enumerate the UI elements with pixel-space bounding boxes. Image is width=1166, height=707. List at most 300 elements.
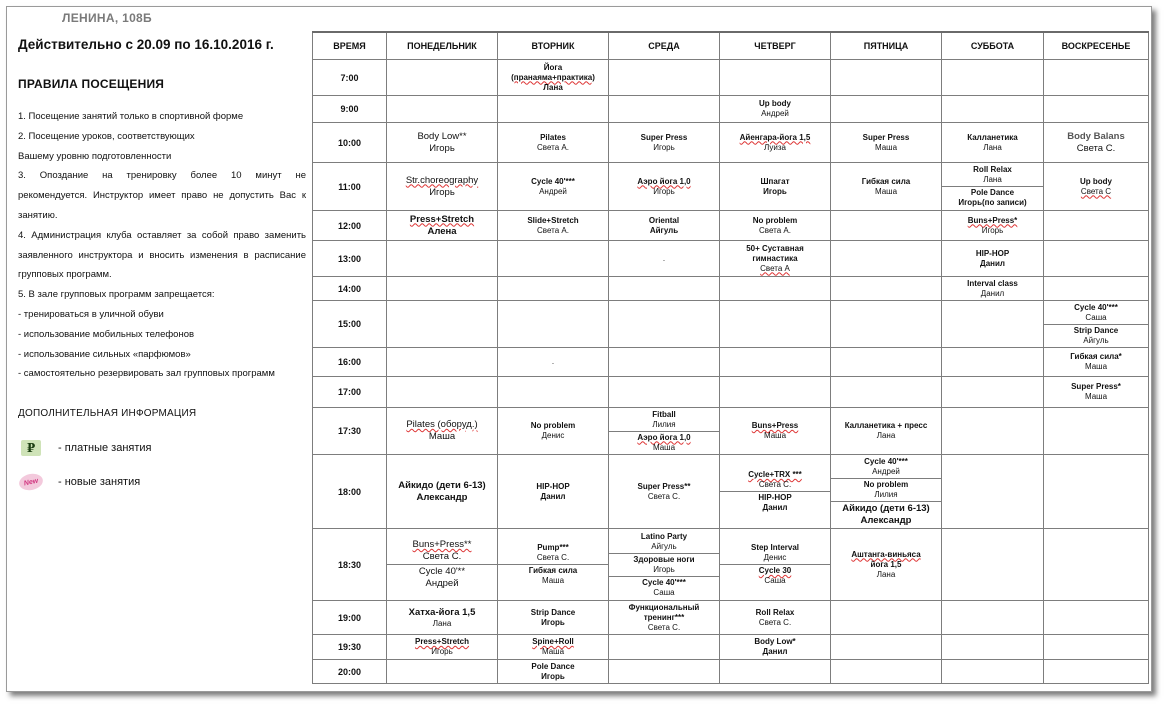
column-header: ВТОРНИК [498, 32, 609, 60]
class-entry [1044, 302, 1148, 324]
table-row [313, 660, 1149, 684]
class-entry [722, 216, 828, 236]
class-cell [609, 660, 720, 684]
class-entry [1046, 131, 1146, 155]
table-row [313, 211, 1149, 241]
class-text: Маша [874, 186, 898, 196]
class-cell [387, 529, 498, 601]
class-entry [722, 608, 828, 628]
rule-line: 4. Администрация клуба оставляет за собой право заменить [18, 229, 306, 241]
class-cell [942, 277, 1044, 301]
class-text: Лана [876, 431, 896, 440]
class-text: Хатха-йога 1,5 [408, 606, 476, 618]
schedule-header-row [313, 32, 1149, 60]
class-cell [942, 301, 1044, 348]
class-entry [942, 164, 1043, 186]
class-cell [942, 377, 1044, 408]
class-entry [609, 553, 719, 576]
class-text: . [551, 357, 555, 366]
table-row [313, 635, 1149, 660]
class-entry [611, 177, 717, 197]
class-cell [1044, 123, 1149, 163]
class-cell [387, 241, 498, 277]
column-header: ЧЕТВЕРГ [720, 32, 831, 60]
class-text: Body Balans [1067, 130, 1125, 142]
class-text: Аштанга-виньяса [851, 549, 921, 559]
rules-list [18, 107, 306, 384]
class-cell [831, 377, 942, 408]
rule-line: Вашему уровню подготовленности [18, 150, 172, 162]
class-text: Калланетика + пресс [844, 421, 928, 430]
class-cell [1044, 96, 1149, 123]
class-text: Света А [760, 263, 790, 273]
class-text: Strip Dance [1073, 325, 1119, 335]
class-text: Press+Stretch [409, 213, 475, 225]
class-text: Super Press** [637, 481, 691, 491]
class-cell [609, 377, 720, 408]
club-address-header: ЛЕНИНА, 108Б [62, 11, 152, 25]
class-text: Super Press [862, 132, 910, 142]
class-cell [720, 529, 831, 601]
table-row [313, 455, 1149, 529]
class-entry [500, 357, 606, 367]
class-cell [831, 96, 942, 123]
class-text: Света С. [758, 617, 792, 627]
column-header: СУББОТА [942, 32, 1044, 60]
class-entry [500, 133, 606, 153]
time-cell: 11:00 [313, 163, 387, 211]
column-header: ПОНЕДЕЛЬНИК [387, 32, 498, 60]
class-cell [831, 277, 942, 301]
class-text: (пранаяма+практика) [511, 72, 595, 82]
class-text: Лана [876, 569, 896, 579]
table-row [313, 301, 1149, 348]
class-cell [831, 211, 942, 241]
class-cell [942, 529, 1044, 601]
class-cell [720, 348, 831, 377]
class-entry [944, 249, 1041, 269]
class-text: Света А. [537, 142, 569, 152]
class-cell [387, 635, 498, 660]
class-text: Маша [652, 442, 676, 452]
class-cell [942, 60, 1044, 96]
class-cell [609, 60, 720, 96]
class-text: Андрей [425, 578, 459, 589]
class-text: Str.choreography [405, 174, 479, 186]
class-text: Spine+Roll [532, 637, 574, 646]
rule-line: занятию. [18, 209, 58, 221]
class-cell [387, 163, 498, 211]
class-entry [833, 177, 939, 197]
class-text: Pilates [540, 132, 566, 142]
validity-period: Действительно с 20.09 по 16.10.2016 г. [18, 37, 274, 52]
class-text: Света С. [422, 551, 462, 562]
table-row [313, 163, 1149, 211]
ruble-badge-icon: ₽ [18, 439, 44, 457]
class-entry [389, 607, 495, 629]
class-text: Айенгара-йога 1,5 [739, 132, 811, 142]
class-cell [720, 241, 831, 277]
column-header: ПЯТНИЦА [831, 32, 942, 60]
class-cell [831, 301, 942, 348]
class-text: Аэро йога 1,0 [637, 176, 691, 186]
time-cell: 16:00 [313, 348, 387, 377]
class-text: Pole Dance [970, 188, 1015, 197]
class-cell [609, 241, 720, 277]
class-entry [944, 279, 1041, 299]
class-text: гимнастика [752, 253, 798, 263]
class-text: Pilates (оборуд.) [406, 419, 478, 430]
class-text: Roll Relax [973, 165, 1012, 174]
class-entry [833, 550, 939, 580]
class-cell [609, 529, 720, 601]
class-text: Маша [1084, 362, 1108, 371]
class-text: Body Low** [417, 130, 467, 142]
class-cell [498, 348, 609, 377]
class-text: Саша [653, 587, 675, 597]
class-text: Игорь(по записи) [958, 198, 1027, 207]
class-cell [1044, 348, 1149, 377]
class-cell [609, 96, 720, 123]
class-text: Лана [543, 82, 563, 92]
class-text: Андрей [761, 109, 789, 118]
legend-paid-text: - платные занятия [58, 442, 152, 455]
class-entry [831, 501, 941, 528]
class-cell [498, 241, 609, 277]
time-cell: 20:00 [313, 660, 387, 684]
class-cell [1044, 635, 1149, 660]
class-text: Саша [764, 576, 786, 585]
rule-line: групповых программ. [18, 269, 112, 281]
class-entry [722, 244, 828, 274]
class-entry [722, 177, 828, 197]
class-cell [1044, 529, 1149, 601]
rule-line: 1. Посещение занятий только в спортивной форме [18, 111, 244, 122]
class-text: Fitball [652, 409, 676, 419]
class-text: Игорь [763, 186, 787, 196]
time-cell: 15:00 [313, 301, 387, 348]
class-text: Buns+Press** [412, 539, 472, 550]
class-entry [611, 133, 717, 153]
class-cell [609, 408, 720, 455]
class-text: Игорь [653, 142, 675, 152]
class-text: Функциональный [628, 602, 700, 612]
class-text: Маша [428, 431, 456, 442]
time-cell: 13:00 [313, 241, 387, 277]
rule-line: - использование сильных «парфюмов» [18, 348, 191, 360]
class-cell [831, 163, 942, 211]
class-text: Step Interval [750, 543, 799, 552]
class-entry [720, 564, 830, 587]
time-cell: 12:00 [313, 211, 387, 241]
class-text: Oriental [648, 215, 680, 225]
class-text: Маша [763, 431, 787, 440]
class-entry [722, 99, 828, 119]
class-cell [387, 211, 498, 241]
class-text: Луиза [764, 142, 786, 152]
class-text: Света А. [537, 225, 569, 235]
class-cell [1044, 277, 1149, 301]
class-text: Маша [541, 647, 565, 656]
class-text: Лана [983, 142, 1002, 152]
class-text: Маша [874, 142, 898, 152]
class-text: Маша [1084, 392, 1108, 401]
class-cell [498, 455, 609, 529]
class-text: . [662, 253, 666, 263]
class-text: Игорь [653, 186, 675, 196]
class-text: Игорь [981, 225, 1004, 235]
class-cell [387, 301, 498, 348]
class-text: Андрей [872, 466, 900, 476]
class-text: Игорь [541, 617, 565, 627]
class-text: Света С [1080, 186, 1112, 196]
rule-line: - использование мобильных телефонов [18, 328, 195, 340]
class-entry [500, 662, 606, 682]
class-text: Лилия [874, 489, 898, 499]
class-cell [387, 277, 498, 301]
class-cell [498, 635, 609, 660]
class-cell [387, 123, 498, 163]
class-cell [1044, 163, 1149, 211]
class-text: Игорь [429, 186, 455, 198]
class-entry [387, 538, 497, 564]
class-text: Здоровые ноги [633, 554, 695, 564]
class-cell [387, 408, 498, 455]
class-cell [498, 377, 609, 408]
time-cell: 7:00 [313, 60, 387, 96]
class-text: Лана [983, 175, 1002, 184]
class-text: Александр [416, 491, 468, 503]
class-cell [1044, 377, 1149, 408]
class-cell [609, 123, 720, 163]
class-cell [498, 123, 609, 163]
class-entry [609, 576, 719, 599]
class-cell [387, 348, 498, 377]
class-cell [720, 408, 831, 455]
class-cell [720, 377, 831, 408]
class-entry [720, 469, 830, 491]
class-entry [500, 63, 606, 93]
class-text: Света С. [1076, 142, 1116, 154]
class-text: HIP-HOP [758, 493, 792, 502]
class-text: Света С. [758, 480, 792, 489]
rule-line: 3. Опоздание на тренировку более 10 минут не [18, 170, 306, 182]
class-text: Данил [762, 503, 788, 512]
class-cell [1044, 60, 1149, 96]
class-cell [831, 241, 942, 277]
class-text: Гибкая сила* [1070, 352, 1122, 361]
class-entry [498, 564, 608, 587]
time-cell: 17:30 [313, 408, 387, 455]
class-cell [1044, 301, 1149, 348]
class-entry [944, 216, 1041, 236]
class-cell [387, 96, 498, 123]
class-cell [831, 123, 942, 163]
class-text: Up body [1080, 176, 1112, 186]
class-cell [609, 211, 720, 241]
class-text: Алена [427, 225, 457, 237]
class-text: Игорь [431, 647, 453, 656]
class-text: Interval class [967, 278, 1018, 288]
column-header: ВРЕМЯ [313, 32, 387, 60]
legend-new-text: - новые занятия [58, 476, 141, 489]
rule-line: - самостоятельно резервировать зал групповых программ [18, 368, 275, 380]
table-row [313, 123, 1149, 163]
class-text: Cycle+TRX *** [748, 470, 802, 479]
class-text: HIP-HOP [536, 481, 570, 491]
class-cell [1044, 241, 1149, 277]
class-text: Айгуль [649, 225, 679, 235]
class-text: Cycle 40'*** [531, 176, 575, 186]
class-cell [609, 277, 720, 301]
class-text: Super Press [640, 132, 688, 142]
class-text: Cycle 40'*** [642, 577, 686, 587]
additional-info-title: ДОПОЛНИТЕЛЬНАЯ ИНФОРМАЦИЯ [18, 408, 197, 420]
class-text: Roll Relax [755, 607, 795, 617]
legend-new [18, 473, 306, 491]
class-text: Cycle 40'** [418, 566, 466, 577]
class-text: Pole Dance [531, 661, 575, 671]
class-entry [500, 216, 606, 236]
schedule-body [313, 60, 1149, 684]
class-entry [942, 186, 1043, 209]
class-text: Press+Stretch [414, 637, 470, 646]
class-entry [833, 133, 939, 153]
class-cell [942, 241, 1044, 277]
class-text: No problem [530, 421, 576, 430]
class-entry [500, 421, 606, 441]
class-cell [387, 601, 498, 635]
class-cell [942, 455, 1044, 529]
class-cell [831, 348, 942, 377]
class-text: No problem [752, 215, 798, 225]
rule-line: 2. Посещение уроков, соответствующих [18, 130, 195, 142]
class-entry [498, 542, 608, 564]
class-text: Buns+Press [751, 421, 799, 430]
rule-line: заявленного инструктора и вносить изменения в расписание [18, 249, 306, 261]
schedule-table [312, 31, 1149, 684]
class-cell [609, 635, 720, 660]
class-entry [611, 482, 717, 502]
class-text: Шпагат [760, 176, 790, 186]
class-cell [498, 601, 609, 635]
class-text: Айкидо (дети 6-13) [398, 479, 486, 491]
class-text: Саша [1085, 312, 1107, 322]
class-cell [720, 601, 831, 635]
class-text: Гибкая сила [861, 176, 911, 186]
class-entry [609, 431, 719, 454]
class-cell [498, 408, 609, 455]
class-cell [609, 601, 720, 635]
class-cell [609, 348, 720, 377]
class-text: Света А. [759, 225, 791, 235]
class-entry [609, 531, 719, 553]
table-row [313, 241, 1149, 277]
class-cell [609, 455, 720, 529]
class-entry [1046, 382, 1146, 402]
class-entry [500, 177, 606, 197]
table-row [313, 277, 1149, 301]
class-text: Cycle 30 [758, 566, 792, 575]
legend-paid [18, 439, 306, 457]
class-cell [387, 455, 498, 529]
table-row [313, 96, 1149, 123]
class-cell [831, 660, 942, 684]
class-entry [722, 637, 828, 657]
class-cell [720, 455, 831, 529]
table-row [313, 529, 1149, 601]
class-text: Buns+Press* [967, 215, 1018, 225]
class-cell [1044, 455, 1149, 529]
class-entry [389, 214, 495, 238]
time-cell: 9:00 [313, 96, 387, 123]
class-cell [720, 277, 831, 301]
class-text: Данил [980, 288, 1005, 298]
class-text: Данил [980, 258, 1005, 268]
class-text: 50+ Суставная [746, 243, 804, 253]
table-row [313, 408, 1149, 455]
class-cell [942, 348, 1044, 377]
table-row [313, 601, 1149, 635]
class-text: No problem [863, 479, 909, 489]
class-cell [720, 123, 831, 163]
class-text: Strip Dance [530, 607, 576, 617]
class-cell [831, 60, 942, 96]
class-entry [720, 542, 830, 564]
class-text: тренинг*** [643, 612, 685, 622]
class-cell [942, 660, 1044, 684]
class-text: Cycle 40'*** [1074, 302, 1118, 312]
class-text: Игорь [541, 671, 565, 681]
class-cell [609, 163, 720, 211]
class-entry [722, 421, 828, 441]
class-cell [942, 635, 1044, 660]
class-text: Super Press* [1071, 382, 1121, 391]
table-row [313, 348, 1149, 377]
class-text: Айгуль [1083, 335, 1109, 345]
class-text: Игорь [653, 564, 675, 574]
class-cell [498, 660, 609, 684]
class-text: Айгуль [651, 541, 677, 551]
class-entry [831, 456, 941, 478]
class-cell [831, 529, 942, 601]
class-cell [498, 60, 609, 96]
class-text: Pump*** [537, 543, 569, 552]
class-cell [720, 211, 831, 241]
class-entry [500, 637, 606, 657]
class-entry [611, 254, 717, 264]
rules-panel [18, 37, 306, 491]
class-entry [831, 478, 941, 501]
rules-title: ПРАВИЛА ПОСЕЩЕНИЯ [18, 77, 165, 91]
class-entry [944, 133, 1041, 153]
class-cell [942, 163, 1044, 211]
class-entry [833, 421, 939, 441]
class-entry [500, 608, 606, 628]
class-text: Игорь [429, 142, 455, 154]
class-cell [720, 60, 831, 96]
class-cell [387, 377, 498, 408]
class-cell [942, 601, 1044, 635]
class-text: Айкидо (дети 6-13) [842, 502, 930, 514]
rule-line: 5. В зале групповых программ запрещается: [18, 289, 215, 301]
table-row [313, 60, 1149, 96]
class-cell [831, 635, 942, 660]
class-text: Cycle 40'*** [864, 456, 908, 466]
class-text: Гибкая сила [528, 566, 578, 575]
class-text: Slide+Stretch [527, 215, 579, 225]
time-cell: 14:00 [313, 277, 387, 301]
